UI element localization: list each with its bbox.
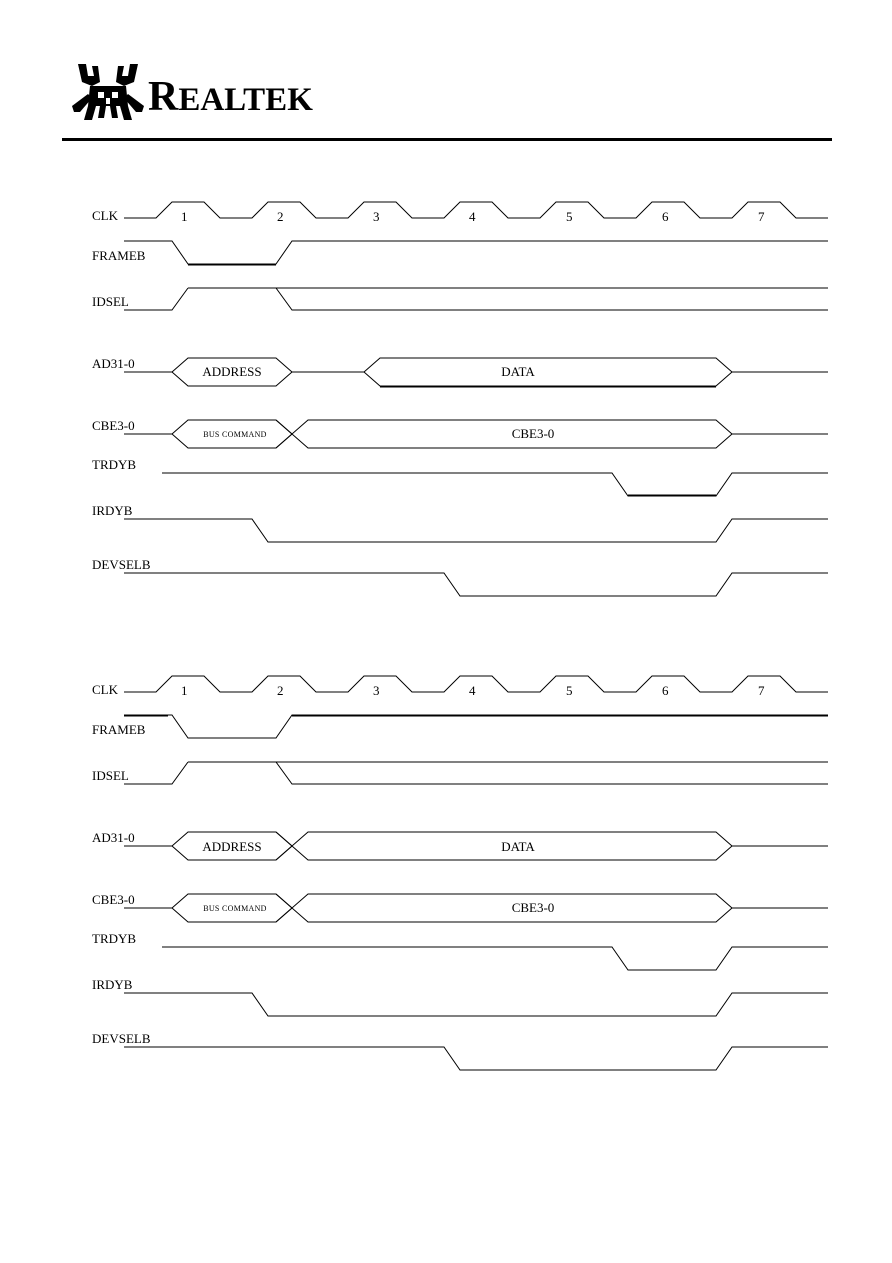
header-divider xyxy=(62,138,832,141)
frameb-waveform xyxy=(124,715,828,738)
clock-label: 6 xyxy=(662,683,669,698)
brand-rest: EALTEK xyxy=(178,82,313,118)
signal-label-irdyb: IRDYB xyxy=(92,977,133,992)
signal-label-cbe: CBE3-0 xyxy=(92,418,135,433)
trdyb-waveform xyxy=(162,473,828,496)
clock-label: 1 xyxy=(181,683,188,698)
signal-label-ad: AD31-0 xyxy=(92,356,135,371)
signal-label-trdyb: TRDYB xyxy=(92,931,137,946)
irdyb-waveform xyxy=(124,993,828,1016)
ad-data-label: DATA xyxy=(501,364,535,379)
ad-data-label: DATA xyxy=(501,839,535,854)
cbe-bus-command-label: BUS COMMAND xyxy=(203,904,267,913)
devselb-waveform xyxy=(124,573,828,596)
clock-label: 5 xyxy=(566,683,573,698)
ad-address-label: ADDRESS xyxy=(202,364,262,379)
signal-label-frameb: FRAMEB xyxy=(92,722,146,737)
signal-label-trdyb: TRDYB xyxy=(92,457,137,472)
cbe-value-label: CBE3-0 xyxy=(511,900,555,915)
timing-diagram-1 xyxy=(0,190,892,610)
trdyb-waveform xyxy=(162,947,828,970)
clock-label: 7 xyxy=(758,209,765,224)
idsel-waveform-low xyxy=(124,288,188,310)
ad-address-label: ADDRESS xyxy=(202,839,262,854)
clk-waveform xyxy=(124,202,828,218)
signal-label-idsel: IDSEL xyxy=(92,294,129,309)
cbe-bus-command-label: BUS COMMAND xyxy=(203,430,267,439)
signal-label-frameb: FRAMEB xyxy=(92,248,146,263)
clock-label: 4 xyxy=(469,209,476,224)
signal-label-ad: AD31-0 xyxy=(92,830,135,845)
clock-label: 1 xyxy=(181,209,188,224)
signal-label-clk: CLK xyxy=(92,682,118,697)
brand-wordmark xyxy=(148,76,313,118)
clock-label: 6 xyxy=(662,209,669,224)
devselb-waveform xyxy=(124,1047,828,1070)
signal-label-devselb: DEVSELB xyxy=(92,557,151,572)
frameb-waveform xyxy=(124,241,828,264)
clock-label: 3 xyxy=(373,683,380,698)
clock-label: 4 xyxy=(469,683,476,698)
clock-label: 2 xyxy=(277,209,284,224)
cbe-value-label: CBE3-0 xyxy=(511,426,555,441)
clock-label: 5 xyxy=(566,209,573,224)
signal-label-cbe: CBE3-0 xyxy=(92,892,135,907)
clock-label: 2 xyxy=(277,683,284,698)
signal-label-idsel: IDSEL xyxy=(92,768,129,783)
realtek-crab-logo-icon xyxy=(70,62,146,122)
brand-first-letter: R xyxy=(148,74,179,120)
timing-diagram-2 xyxy=(0,664,892,1084)
clk-waveform xyxy=(124,676,828,692)
signal-label-clk: CLK xyxy=(92,208,118,223)
clock-label: 3 xyxy=(373,209,380,224)
idsel-waveform-low xyxy=(124,762,188,784)
clock-label: 7 xyxy=(758,683,765,698)
signal-label-devselb: DEVSELB xyxy=(92,1031,151,1046)
page-header xyxy=(0,0,892,145)
irdyb-waveform xyxy=(124,519,828,542)
signal-label-irdyb: IRDYB xyxy=(92,503,133,518)
